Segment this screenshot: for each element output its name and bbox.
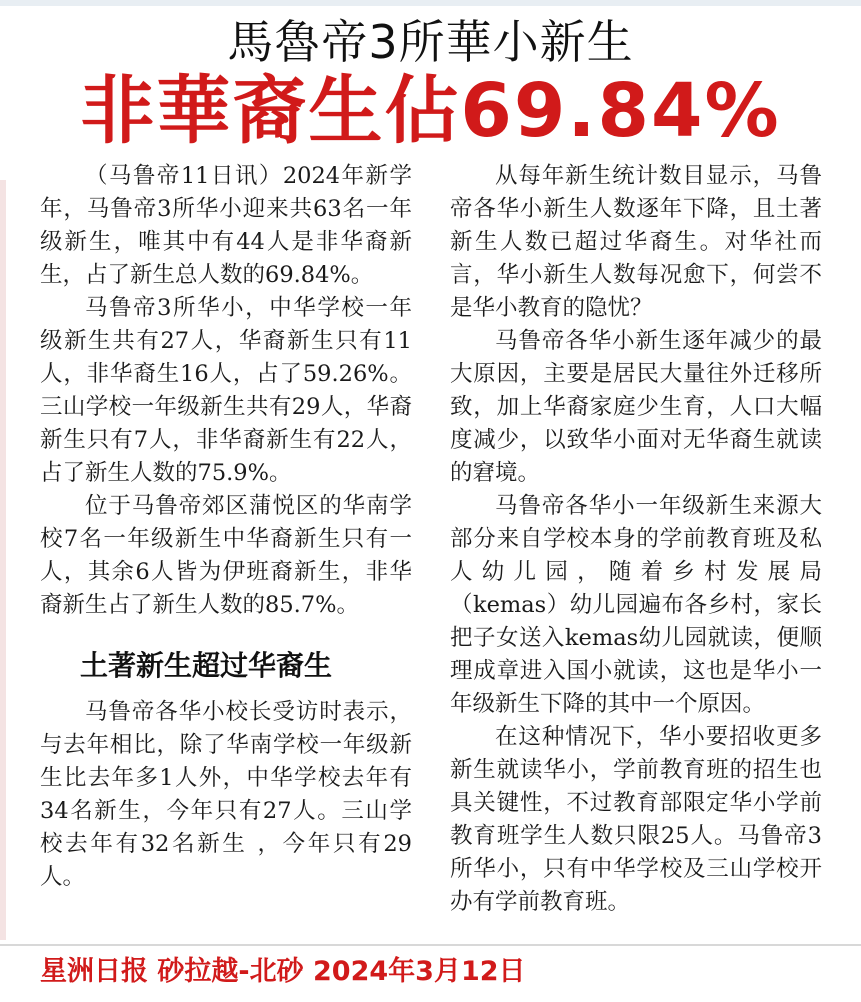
footer-divider [0, 944, 861, 946]
paragraph-intro: （马鲁帝11日讯）2024年新学年，马鲁帝3所华小迎来共63名一年级新生，唯其中有44人是非华裔新生，占了新生总人数的69.84%。 [40, 163, 412, 288]
headline-line-2: 非華裔生佔69.84% [80, 68, 781, 154]
paragraph-huanan-school: 位于马鲁帝郊区蒲悦区的华南学校7名一年级新生中华裔新生只有一人，其余6人皆为伊班裔新生，非华裔新生占了新生人数的85.7%。 [40, 493, 412, 618]
paragraph-school-breakdown: 马鲁帝3所华小，中华学校一年级新生共有27人，华裔新生只有11人，非华裔生16人，占了59.26%。三山学校一年级新生共有29人，华裔新生只有7人，非华裔新生有22人，占了新生人数的75.9%。 [40, 295, 412, 486]
paragraph-statistics: 从每年新生统计数目显示，马鲁帝各华小新生人数逐年下降，且土著新生人数已超过华裔生。对华社而言，华小新生人数每况愈下，何尝不是华小教育的隐忧？ [450, 163, 822, 321]
paragraph-preschool-limit: 在这种情况下，华小要招收更多新生就读华小，学前教育班的招生也具关键性，不过教育部限定华小学前教育班学生人数只限25人。马鲁帝3所华小，只有中华学校及三山学校开办有学前教育班。 [450, 724, 822, 915]
paragraph-kindergarten: 马鲁帝各华小一年级新生来源大部分来自学校本身的学前教育班及私人幼儿园，随着乡村发展局（kemas）幼儿园遍布各乡村，家长把子女送入kemas幼儿园就读，便顺理成章进入国小就读，这也是华小一年级新生下降的其中一个原因。 [450, 493, 822, 717]
headline-line-1: 馬魯帝3所華小新生 [227, 15, 634, 69]
left-margin-bar [0, 180, 6, 940]
article-left-column [40, 160, 412, 894]
paragraph-reasons: 马鲁帝各华小新生逐年减少的最大原因，主要是居民大量往外迁移所致，加上华裔家庭少生育，人口大幅度减少，以致华小面对无华裔生就读的窘境。 [450, 328, 822, 486]
source-credit: 星洲日报 砂拉越-北砂 2024年3月12日 [40, 956, 526, 987]
subheading: 土著新生超过华裔生 [80, 649, 333, 682]
paragraph-principals: 马鲁帝各华小校长受访时表示，与去年相比，除了华南学校一年级新生比去年多1人外，中华学校去年有34名新生，今年只有27人。三山学校去年有32名新生 ，今年只有29人。 [40, 699, 412, 890]
article-right-column [450, 160, 822, 919]
top-strip [0, 0, 861, 6]
